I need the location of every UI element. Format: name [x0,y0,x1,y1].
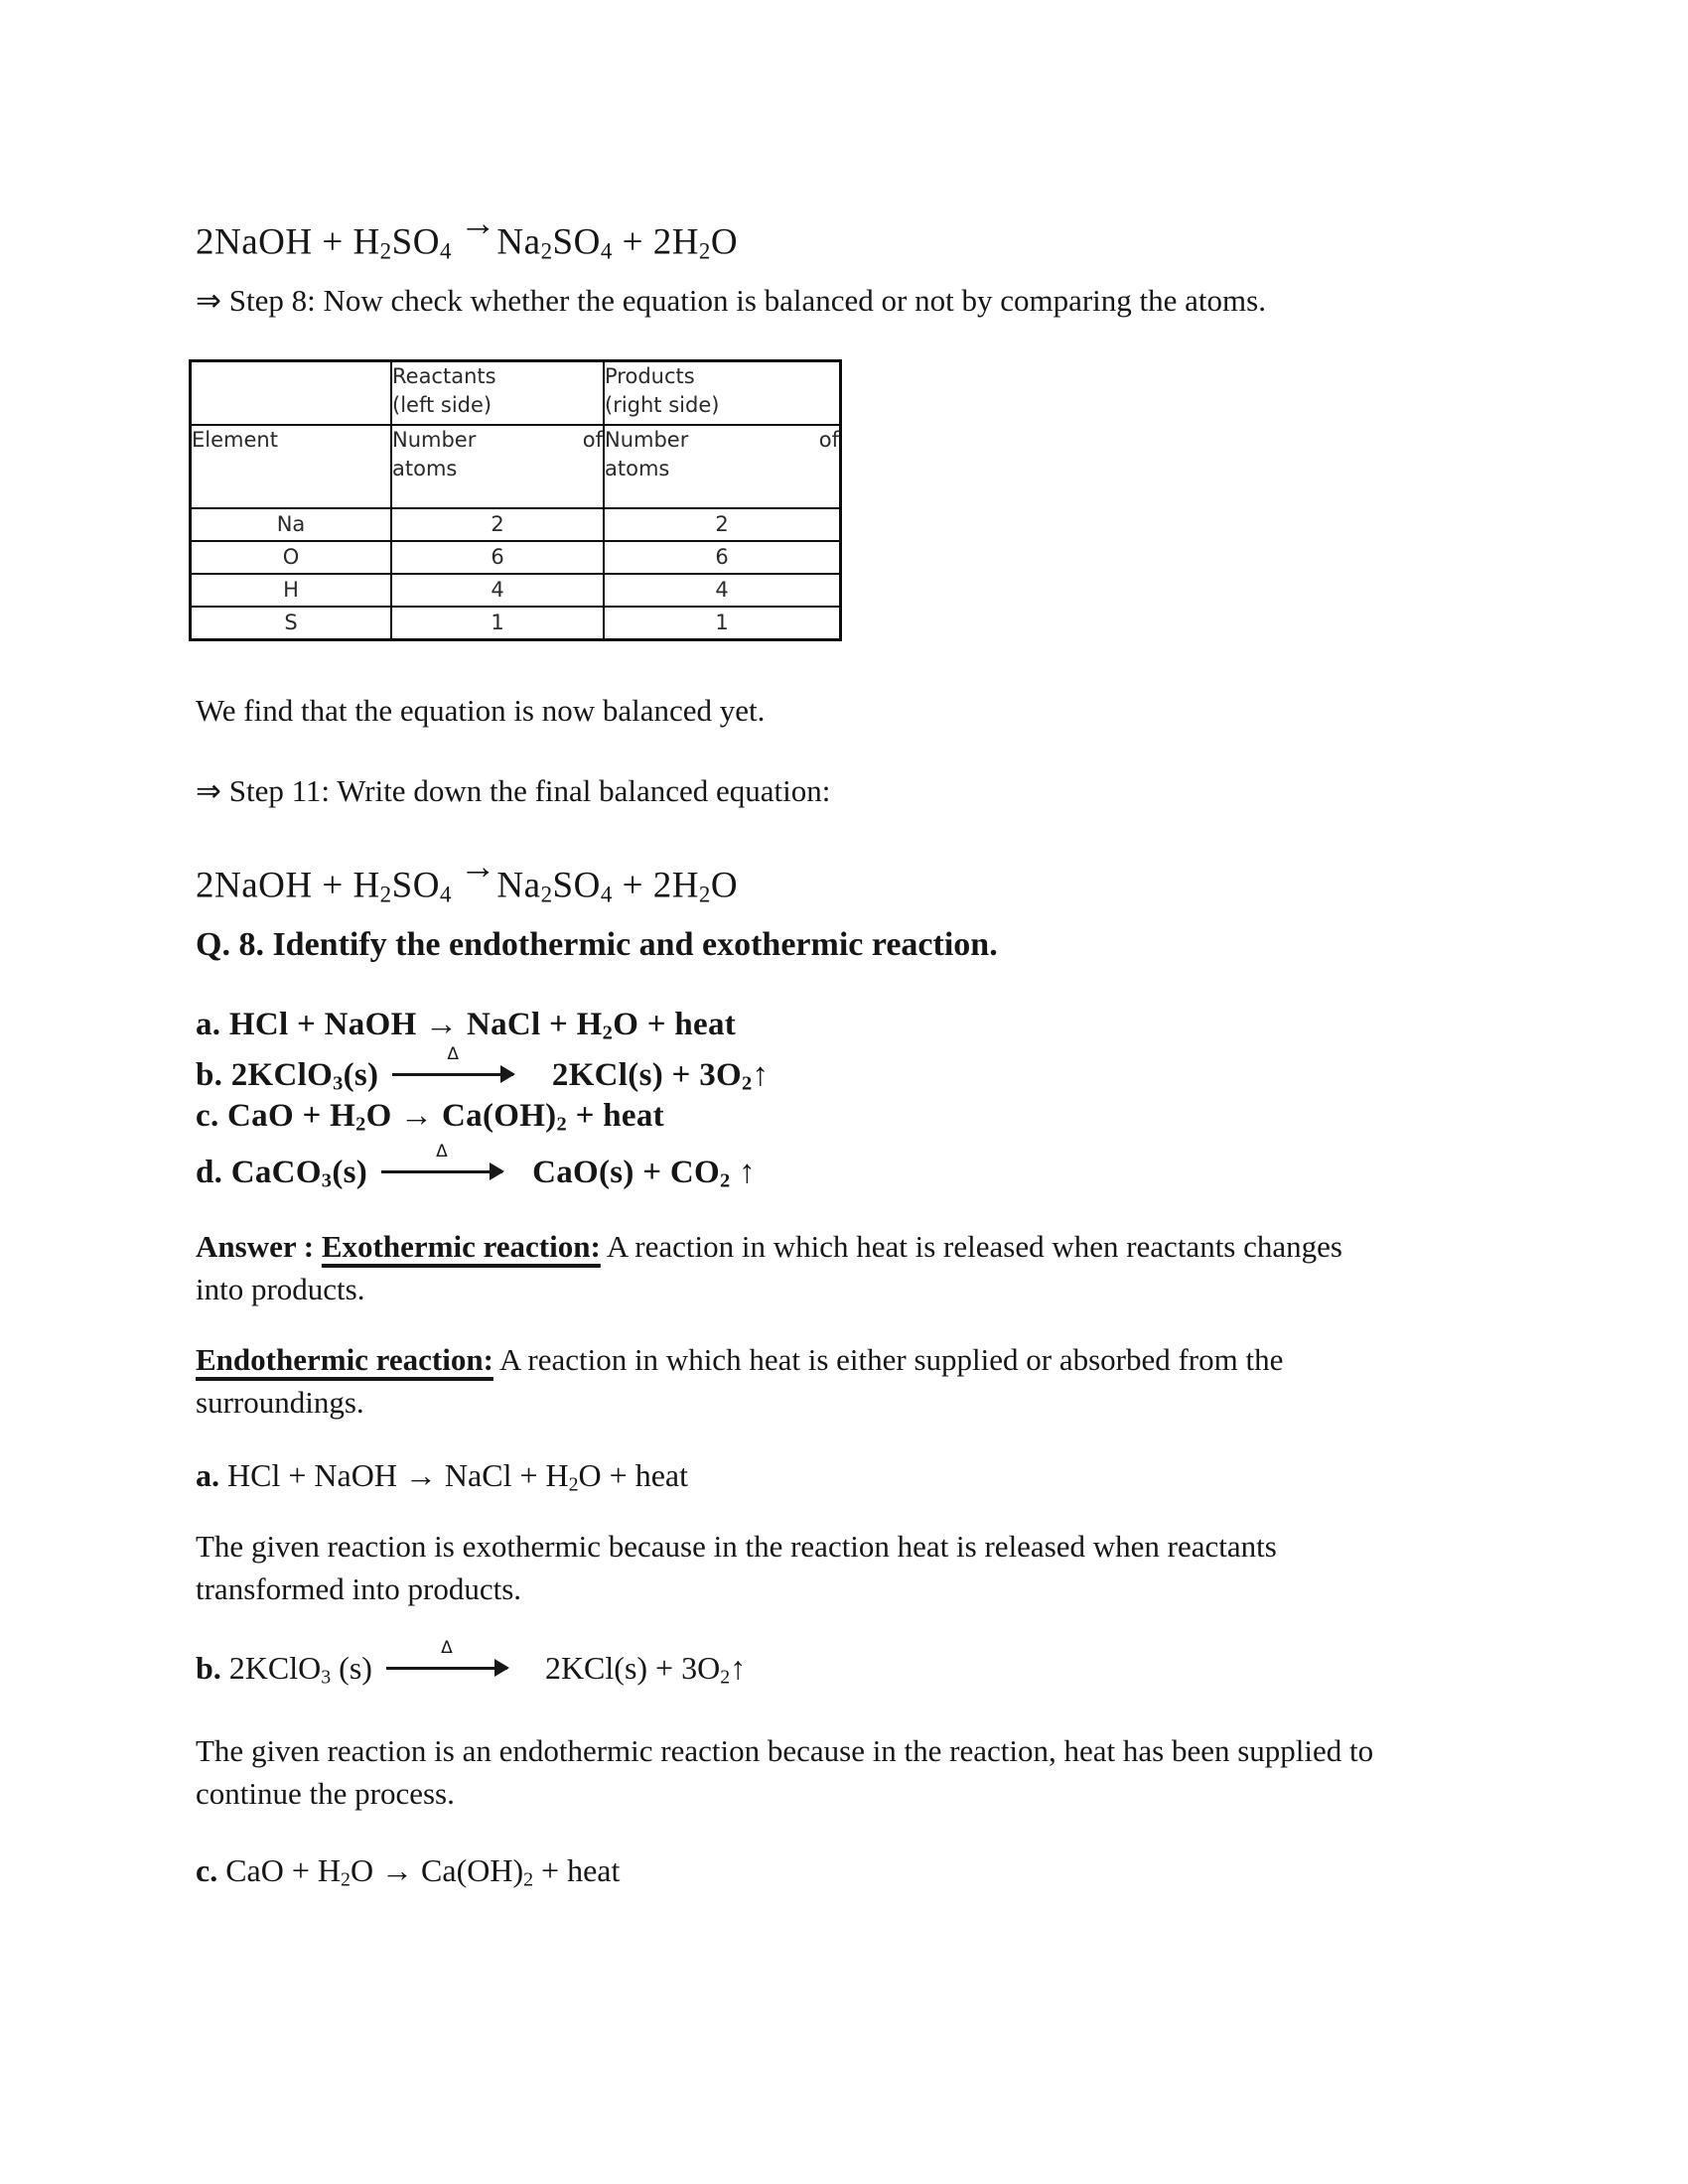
delta-arrow-icon: Δ [386,1675,507,1679]
table-cell: 4 [391,574,604,607]
equation-final: 2NaOH + $H_2SO_4\to Na_2SO_4 + 2H_2O$ [196,847,739,907]
reaction-a-answer: a. HCl + NaOH → NaCl + $H_2O$ + heat [196,1457,688,1496]
table-cell: Na [191,508,392,541]
equation-unbalanced: 2NaOH + $H_2SO_4\to Na_2SO_4 + 2H_2O$ [196,204,739,264]
table-header-cell: Products (right side) [604,361,841,426]
table-cell: 2 [604,508,841,541]
reaction-c-answer: c. CaO + $H_2O \to Ca(OH)_2$ + heat [196,1852,621,1891]
explanation-a: The given reaction is exothermic because in the reaction heat is released when reactants transformed into products. [196,1529,1277,1606]
explanation-b: The given reaction is an endothermic reaction because in the reaction, heat has been supplied to continue the process. [196,1733,1374,1811]
table-cell: 1 [391,607,604,640]
delta-arrow-icon: Δ [381,1178,502,1182]
table-header-cell: Reactants (left side) [391,361,604,426]
reaction-a: a. HCl + NaOH → NaCl + $H_2O$ + heat [196,1007,737,1044]
atom-count-table [189,359,842,641]
table-cell: O [191,541,392,574]
delta-arrow-icon: Δ [392,1081,513,1085]
table-row [191,508,841,541]
table-row [191,607,841,640]
table-row [191,574,841,607]
table-cell: 2 [391,508,604,541]
reaction-b: b. 2KClO$_3$(s) Δ $2KCl(s) + 3O_2↑$ [196,1044,770,1095]
table-cell: 1 [604,607,841,640]
table-header-cell: Element [191,425,392,508]
reaction-c: c. CaO + $H_2O \to Ca(OH)_2$ + heat [196,1098,664,1136]
table-cell: 4 [604,574,841,607]
table-header-cell [191,361,392,426]
endothermic-definition: Endothermic reaction: A reaction in which heat is either supplied or absorbed from the surroundings. [196,1342,1284,1420]
table-header-cell: Number of atoms [391,425,604,508]
reaction-d: d. CaCO$_3$(s) Δ $CaO(s) + CO_2$ ↑ [196,1142,756,1192]
question-8-heading: Q. 8. Identify the endothermic and exothermic reaction. [196,926,998,963]
table-cell: S [191,607,392,640]
table-cell: 6 [604,541,841,574]
reaction-b-answer: b. 2KClO$_3$ (s) Δ $2KCl(s) + 3O_2↑$ [196,1638,747,1689]
table-cell: 6 [391,541,604,574]
answer-exothermic-definition: Answer : Exothermic reaction: A reaction in which heat is released when reactants changes into products. [196,1229,1342,1306]
balanced-note: We find that the equation is now balanced yet. [196,693,766,728]
table-row [191,541,841,574]
step11-text: ⇒ Step 11: Write down the final balanced equation: [196,773,831,808]
table-header-cell: Number of atoms [604,425,841,508]
table-cell: H [191,574,392,607]
step8-text: ⇒ Step 8: Now check whether the equation is balanced or not by comparing the atoms. [196,283,1266,318]
